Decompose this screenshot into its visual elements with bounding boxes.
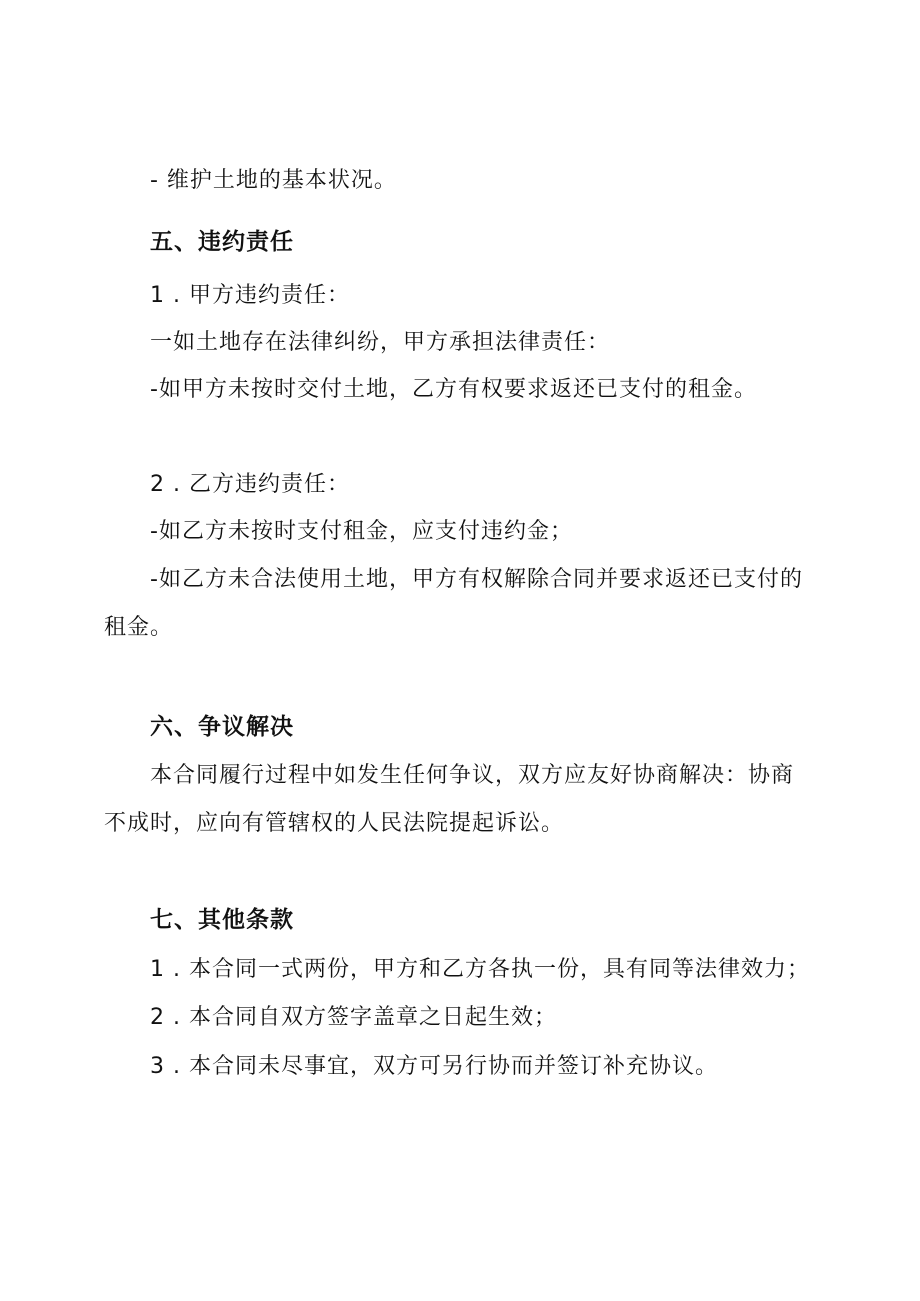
paragraph-line: 不成时，应向有管辖权的人民法院提起诉讼。 xyxy=(104,811,565,836)
list-item: 一如土地存在法律纠纷，甲方承担法律责任： xyxy=(150,330,611,355)
list-item-continuation: 租金。 xyxy=(104,615,174,640)
subsection-label-5-1: 1 . 甲方违约责任： xyxy=(150,283,350,308)
text-line: - 维护土地的基本状况。 xyxy=(150,168,397,193)
list-item: -如乙方未按时支付租金，应支付违约金； xyxy=(150,519,573,544)
subsection-label-5-2: 2 . 乙方违约责任： xyxy=(150,472,350,497)
section-title-5: 五、违约责任 xyxy=(150,229,294,255)
list-item: 2 . 本合同自双方签字盖章之日起生效； xyxy=(150,1005,557,1030)
section-title-7: 七、其他条款 xyxy=(150,907,294,933)
paragraph-line: 本合同履行过程中如发生任何争议，双方应友好协商解决：协商 xyxy=(150,763,795,788)
list-item: -如甲方未按时交付土地，乙方有权要求返还已支付的租金。 xyxy=(150,377,757,402)
list-item: 3 . 本合同未尽事宜，双方可另行协而并签订补充协议。 xyxy=(150,1054,718,1079)
section-title-6: 六、争议解决 xyxy=(150,714,294,740)
list-item: 1 . 本合同一式两份，甲方和乙方各执一份，具有同等法律效力； xyxy=(150,957,810,982)
list-item: -如乙方未合法使用土地，甲方有权解除合同并要求返还已支付的 xyxy=(150,567,803,592)
